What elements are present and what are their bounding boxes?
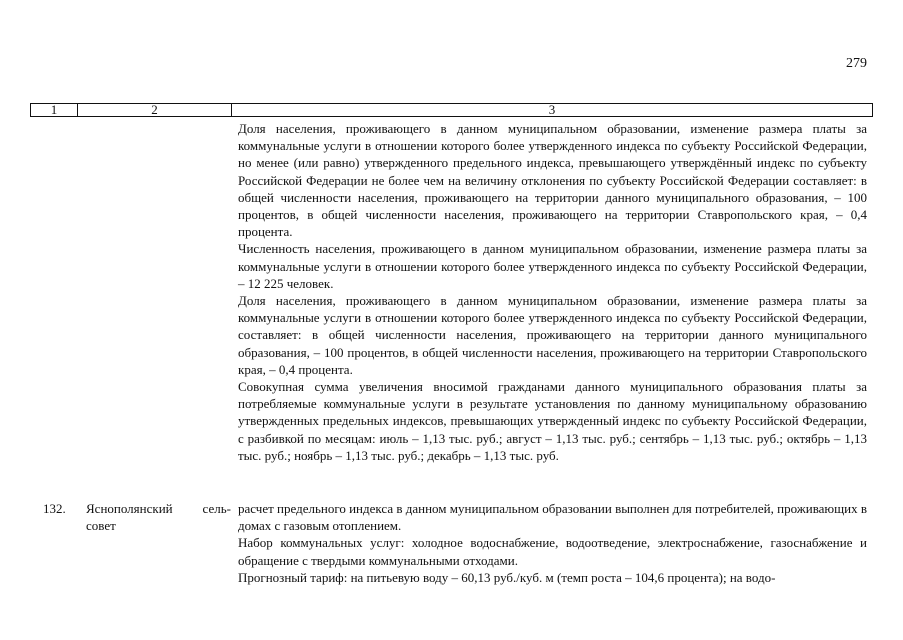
- page-number: 279: [846, 56, 867, 71]
- paragraph-share-population-above-index: Доля населения, проживающего в данном муниципальном образовании, изменение размера платы за коммунальные услуги в отношении которого более утвержденного индекса по субъекту Российской Федерации, составляет: в общей численности населения, проживающего на территории данного муниципального образования, – 100 процентов, в общей численности населения, проживающего на территории Ставропольского края, – 0,4 процента.: [238, 293, 867, 377]
- row-number: 132.: [43, 501, 66, 516]
- table-column-header: [30, 103, 873, 117]
- paragraph-population-count: Численность населения, проживающего в данном муниципальном образовании, изменение размера платы за коммунальные услуги в отношении которого более утвержденного индекса по субъекту Российской Федерации, – 12 225 человек.: [238, 241, 867, 291]
- row-132-text-block: [238, 500, 867, 586]
- column-number-3: 3: [548, 102, 556, 117]
- continuation-text-block: [238, 120, 867, 464]
- municipality-name-line-2: совет: [86, 518, 116, 534]
- municipality-name: [86, 500, 231, 534]
- paragraph-calculation-note: расчет предельного индекса в данном муниципальном образовании выполнен для потребителей, проживающих в домах с газовым отоплением.: [238, 501, 867, 534]
- paragraph-forecast-tariff: Прогнозный тариф: на питьевую воду – 60,13 руб./куб. м (темп роста – 104,6 процента); на водо-: [238, 569, 776, 585]
- column-number-2: 2: [78, 104, 232, 116]
- paragraph-total-increase-by-month: Совокупная сумма увеличения вносимой гражданами данного муниципального образования платы за потребляемые коммунальные услуги в результате установления по данному муниципальному образованию утвержденных предельных индексов, превышающих утвержденный индекс по субъекту Российской Федерации, с разбивкой по месяцам: июль – 1,13 тыс. руб.; август – 1,13 тыс. руб.; сентябрь – 1,13 тыс. руб.; октябрь – 1,13 тыс. руб.; ноябрь – 1,13 тыс. руб.; декабрь – 1,13 тыс. руб.: [238, 379, 867, 463]
- paragraph-share-population-within-limit: Доля населения, проживающего в данном муниципальном образовании, изменение размера платы за коммунальные услуги в отношении которого более утвержденного индекса по субъекту Российской Федерации, но менее (или равно) утвержденного предельного индекса, превышающего утверждённый индекс по субъекту Российской Федерации не более чем на величину отклонения по субъекту Российской Федерации составляет: в общей численности населения, проживающего на территории данного муниципального образования, – 100 процентов, в общей численности населения, проживающего на территории Ставропольского края, – 0,4 процента.: [238, 121, 867, 240]
- municipality-name-line-1: Яснополянский сель-: [86, 501, 231, 516]
- paragraph-services-set: Набор коммунальных услуг: холодное водоснабжение, водоотведение, электроснабжение, газоснабжение и обращение с твердыми коммунальными отходами.: [238, 535, 867, 568]
- column-number-1: 1: [31, 104, 78, 116]
